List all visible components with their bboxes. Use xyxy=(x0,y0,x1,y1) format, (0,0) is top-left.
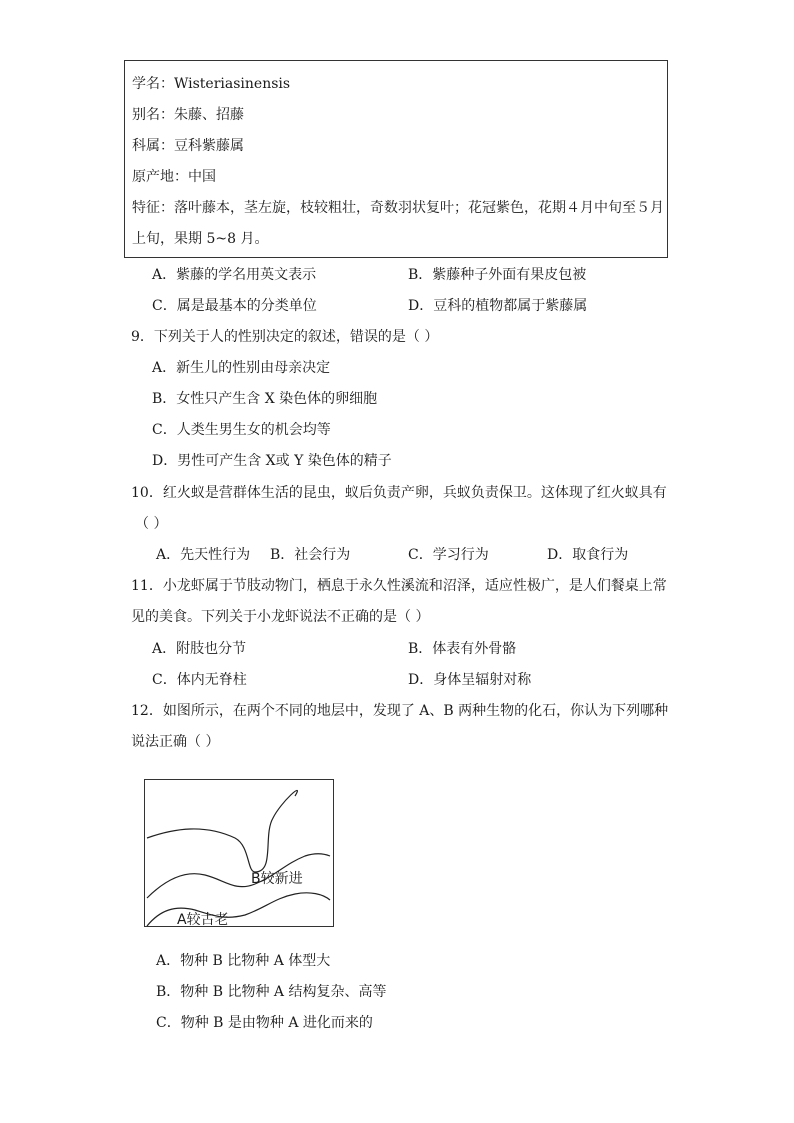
q12-option-a: A．物种 B 比物种 A 体型大 xyxy=(156,953,331,969)
q10-stem: 10．红火蚁是营群体生活的昆虫，蚁后负责产卵，兵蚁负责保卫。这体现了红火蚁具有 xyxy=(131,485,667,501)
q9-option-b: B．女性只产生含 X 染色体的卵细胞 xyxy=(152,391,378,407)
q8-option-c: C．属是最基本的分类单位 xyxy=(152,298,317,314)
q8-option-d: D．豆科的植物都属于紫藤属 xyxy=(408,298,588,314)
q9-stem: 9．下列关于人的性别决定的叙述，错误的是（ ） xyxy=(131,329,439,345)
info-scientific-name: 学名：Wisteriasinensis xyxy=(132,76,291,92)
q11-option-c: C．体内无脊柱 xyxy=(152,672,247,688)
q11-stem: 11．小龙虾属于节肢动物门，栖息于永久性溪流和沼泽，适应性极广，是人们餐桌上常 xyxy=(131,578,667,594)
q8-option-a: A．紫藤的学名用英文表示 xyxy=(152,267,317,283)
q10-option-c: C．学习行为 xyxy=(408,547,489,563)
q11-option-a: A．附肢也分节 xyxy=(152,641,247,657)
stratum-bottom-line xyxy=(147,893,330,926)
fossil-b-label: B较新进 xyxy=(251,871,303,887)
fossil-a-label: A较古老 xyxy=(177,912,229,928)
q9-option-a: A．新生儿的性别由母亲决定 xyxy=(152,360,331,376)
q11-option-d: D．身体呈辐射对称 xyxy=(408,672,532,688)
stratum-top-line xyxy=(147,790,297,872)
info-features: 特征：落叶藤本，茎左旋，枝较粗壮，奇数羽状复叶；花冠紫色，花期４月中旬至５月 xyxy=(132,200,664,216)
q12-stem: 12．如图所示，在两个不同的地层中，发现了 A、B 两种生物的化石，你认为下列哪种 xyxy=(131,703,669,719)
q9-option-c: C．人类生男生女的机会均等 xyxy=(152,422,331,438)
q12-option-c: C．物种 B 是由物种 A 进化而来的 xyxy=(156,1015,373,1031)
q12-stem-cont: 说法正确（ ） xyxy=(131,734,220,750)
info-alias: 别名：朱藤、招藤 xyxy=(132,107,244,123)
q10-option-a: A．先天性行为 xyxy=(156,547,251,563)
strata-figure xyxy=(144,779,334,927)
q10-stem-blank: （ ） xyxy=(135,516,168,532)
info-family-genus: 科属：豆科紫藤属 xyxy=(132,138,244,154)
q9-option-d: D．男性可产生含 X或 Y 染色体的精子 xyxy=(152,453,392,469)
q8-option-b: B．紫藤种子外面有果皮包被 xyxy=(408,267,587,283)
strata-lines xyxy=(145,780,335,928)
info-origin: 原产地：中国 xyxy=(132,169,216,185)
q11-option-b: B．体表有外骨骼 xyxy=(408,641,517,657)
q11-stem-cont: 见的美食。下列关于小龙虾说法不正确的是（ ） xyxy=(131,609,430,625)
q12-option-b: B．物种 B 比物种 A 结构复杂、高等 xyxy=(156,984,387,1000)
q10-option-d: D．取食行为 xyxy=(547,547,629,563)
q10-option-b: B．社会行为 xyxy=(270,547,351,563)
species-info-box xyxy=(124,60,668,258)
info-features-cont: 上旬，果期 5~8 月。 xyxy=(132,231,269,247)
